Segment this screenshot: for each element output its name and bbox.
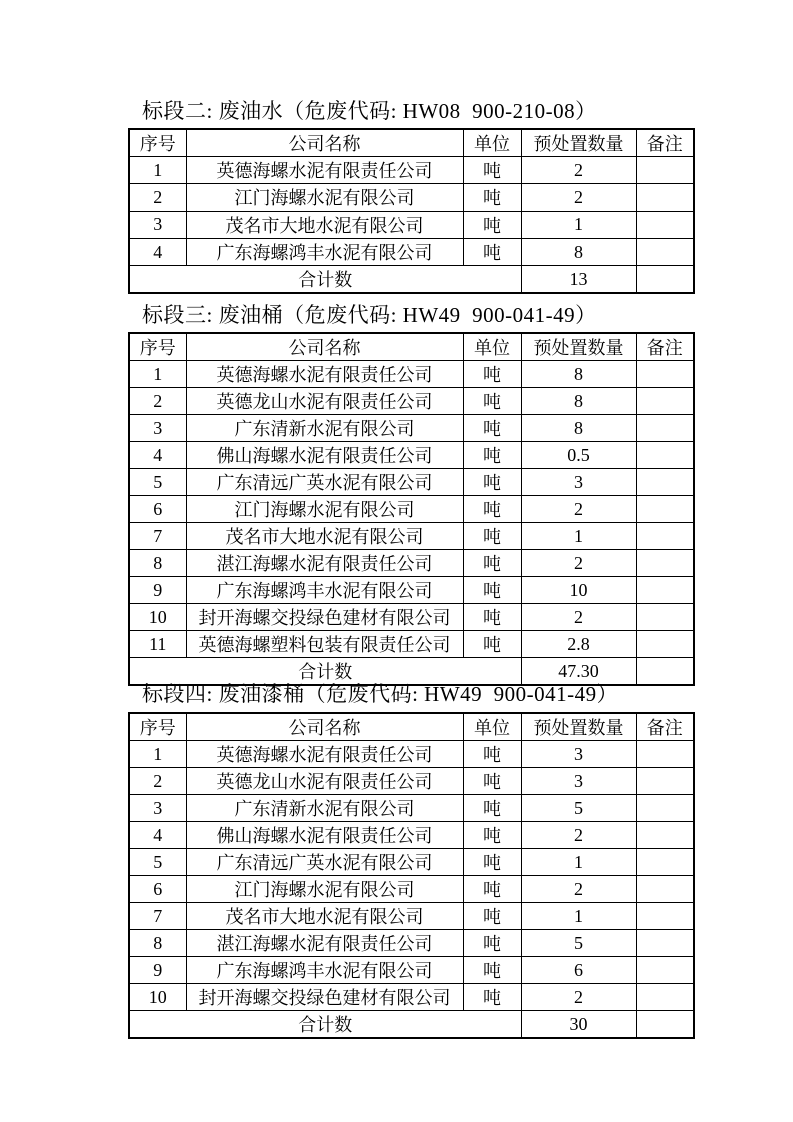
cell-note <box>636 768 694 795</box>
cell-company: 江门海螺水泥有限公司 <box>186 184 463 211</box>
cell-note <box>636 984 694 1011</box>
table-row <box>129 849 694 876</box>
table-row <box>129 550 694 577</box>
cell-unit: 吨 <box>463 795 521 822</box>
header-seq: 序号 <box>129 333 186 361</box>
cell-seq: 5 <box>129 469 186 496</box>
cell-qty: 3 <box>521 469 636 496</box>
cell-company: 广东海螺鸿丰水泥有限公司 <box>186 957 463 984</box>
cell-unit: 吨 <box>463 442 521 469</box>
cell-unit: 吨 <box>463 496 521 523</box>
cell-seq: 3 <box>129 795 186 822</box>
cell-qty: 1 <box>521 523 636 550</box>
table-row <box>129 184 694 211</box>
cell-company: 茂名市大地水泥有限公司 <box>186 211 463 238</box>
cell-seq: 2 <box>129 388 186 415</box>
cell-unit: 吨 <box>463 957 521 984</box>
table-row <box>129 604 694 631</box>
cell-seq: 1 <box>129 361 186 388</box>
cell-unit: 吨 <box>463 822 521 849</box>
total-value: 30 <box>521 1011 636 1039</box>
total-note <box>636 1011 694 1039</box>
cell-seq: 6 <box>129 876 186 903</box>
cell-qty: 1 <box>521 211 636 238</box>
header-note: 备注 <box>636 129 694 157</box>
cell-qty: 10 <box>521 577 636 604</box>
cell-unit: 吨 <box>463 361 521 388</box>
table-row <box>129 984 694 1011</box>
cell-note <box>636 741 694 768</box>
table-header-row <box>129 713 694 741</box>
cell-company: 广东海螺鸿丰水泥有限公司 <box>186 238 463 265</box>
cell-company: 封开海螺交投绿色建材有限公司 <box>186 984 463 1011</box>
cell-note <box>636 388 694 415</box>
cell-qty: 2 <box>521 550 636 577</box>
cell-seq: 10 <box>129 984 186 1011</box>
cell-note <box>636 442 694 469</box>
cell-unit: 吨 <box>463 984 521 1011</box>
table-row <box>129 631 694 658</box>
cell-company: 广东清新水泥有限公司 <box>186 415 463 442</box>
cell-note <box>636 157 694 184</box>
cell-note <box>636 238 694 265</box>
cell-company: 封开海螺交投绿色建材有限公司 <box>186 604 463 631</box>
cell-qty: 8 <box>521 361 636 388</box>
cell-note <box>636 795 694 822</box>
cell-company: 广东海螺鸿丰水泥有限公司 <box>186 577 463 604</box>
cell-qty: 8 <box>521 238 636 265</box>
header-note: 备注 <box>636 333 694 361</box>
header-seq: 序号 <box>129 713 186 741</box>
table-row <box>129 469 694 496</box>
cell-company: 佛山海螺水泥有限责任公司 <box>186 822 463 849</box>
cell-company: 英德海螺塑料包装有限责任公司 <box>186 631 463 658</box>
cell-note <box>636 631 694 658</box>
cell-seq: 3 <box>129 415 186 442</box>
table-row <box>129 442 694 469</box>
total-note <box>636 658 694 686</box>
cell-company: 佛山海螺水泥有限责任公司 <box>186 442 463 469</box>
header-company: 公司名称 <box>186 333 463 361</box>
cell-note <box>636 361 694 388</box>
cell-seq: 8 <box>129 550 186 577</box>
total-label: 合计数 <box>129 658 521 686</box>
bid2-table <box>128 128 695 294</box>
table-header-row <box>129 129 694 157</box>
section-title-bid3: 标段三: 废油桶（危废代码: HW49 900-041-49） <box>142 303 597 327</box>
cell-qty: 5 <box>521 930 636 957</box>
cell-note <box>636 496 694 523</box>
table-row <box>129 577 694 604</box>
cell-company: 湛江海螺水泥有限责任公司 <box>186 930 463 957</box>
cell-company: 广东清远广英水泥有限公司 <box>186 849 463 876</box>
table-row <box>129 822 694 849</box>
table-row <box>129 795 694 822</box>
cell-qty: 1 <box>521 849 636 876</box>
cell-note <box>636 930 694 957</box>
cell-company: 广东清远广英水泥有限公司 <box>186 469 463 496</box>
cell-seq: 6 <box>129 496 186 523</box>
table-row <box>129 930 694 957</box>
cell-unit: 吨 <box>463 211 521 238</box>
header-note: 备注 <box>636 713 694 741</box>
cell-note <box>636 957 694 984</box>
cell-seq: 4 <box>129 238 186 265</box>
cell-unit: 吨 <box>463 238 521 265</box>
total-value: 47.30 <box>521 658 636 686</box>
table-row <box>129 957 694 984</box>
cell-unit: 吨 <box>463 577 521 604</box>
cell-note <box>636 415 694 442</box>
cell-seq: 10 <box>129 604 186 631</box>
cell-unit: 吨 <box>463 741 521 768</box>
cell-seq: 3 <box>129 211 186 238</box>
cell-qty: 8 <box>521 415 636 442</box>
cell-note <box>636 604 694 631</box>
header-qty: 预处置数量 <box>521 333 636 361</box>
cell-qty: 2 <box>521 496 636 523</box>
table-row <box>129 157 694 184</box>
cell-qty: 3 <box>521 768 636 795</box>
cell-unit: 吨 <box>463 768 521 795</box>
table-total-row <box>129 1011 694 1039</box>
section-title-bid2: 标段二: 废油水（危废代码: HW08 900-210-08） <box>142 99 597 123</box>
cell-company: 英德海螺水泥有限责任公司 <box>186 741 463 768</box>
cell-note <box>636 876 694 903</box>
cell-seq: 2 <box>129 184 186 211</box>
header-unit: 单位 <box>463 129 521 157</box>
cell-company: 广东清新水泥有限公司 <box>186 795 463 822</box>
total-value: 13 <box>521 266 636 294</box>
header-unit: 单位 <box>463 333 521 361</box>
cell-company: 英德海螺水泥有限责任公司 <box>186 157 463 184</box>
cell-seq: 4 <box>129 822 186 849</box>
cell-unit: 吨 <box>463 469 521 496</box>
cell-qty: 2 <box>521 822 636 849</box>
total-label: 合计数 <box>129 1011 521 1039</box>
table-row <box>129 741 694 768</box>
cell-note <box>636 849 694 876</box>
cell-note <box>636 184 694 211</box>
cell-unit: 吨 <box>463 523 521 550</box>
cell-seq: 8 <box>129 930 186 957</box>
cell-note <box>636 822 694 849</box>
cell-unit: 吨 <box>463 903 521 930</box>
cell-seq: 2 <box>129 768 186 795</box>
table-row <box>129 523 694 550</box>
bid3-table <box>128 332 695 686</box>
table-row <box>129 238 694 265</box>
cell-seq: 1 <box>129 157 186 184</box>
cell-company: 江门海螺水泥有限公司 <box>186 496 463 523</box>
table-row <box>129 903 694 930</box>
cell-unit: 吨 <box>463 184 521 211</box>
total-label: 合计数 <box>129 266 521 294</box>
cell-qty: 6 <box>521 957 636 984</box>
cell-qty: 2 <box>521 184 636 211</box>
cell-seq: 1 <box>129 741 186 768</box>
cell-unit: 吨 <box>463 849 521 876</box>
cell-note <box>636 550 694 577</box>
table-row <box>129 876 694 903</box>
cell-note <box>636 469 694 496</box>
cell-unit: 吨 <box>463 388 521 415</box>
cell-note <box>636 523 694 550</box>
table-total-row <box>129 266 694 294</box>
cell-qty: 2 <box>521 984 636 1011</box>
cell-qty: 2 <box>521 876 636 903</box>
cell-seq: 9 <box>129 577 186 604</box>
header-unit: 单位 <box>463 713 521 741</box>
table-row <box>129 415 694 442</box>
cell-company: 茂名市大地水泥有限公司 <box>186 903 463 930</box>
table-header-row <box>129 333 694 361</box>
cell-company: 江门海螺水泥有限公司 <box>186 876 463 903</box>
cell-seq: 9 <box>129 957 186 984</box>
cell-qty: 1 <box>521 903 636 930</box>
table-row <box>129 388 694 415</box>
bid4-table <box>128 712 695 1039</box>
header-qty: 预处置数量 <box>521 129 636 157</box>
cell-company: 湛江海螺水泥有限责任公司 <box>186 550 463 577</box>
header-company: 公司名称 <box>186 129 463 157</box>
cell-seq: 11 <box>129 631 186 658</box>
cell-seq: 7 <box>129 903 186 930</box>
cell-note <box>636 903 694 930</box>
cell-qty: 0.5 <box>521 442 636 469</box>
cell-note <box>636 577 694 604</box>
cell-unit: 吨 <box>463 930 521 957</box>
table-row <box>129 496 694 523</box>
table-row <box>129 211 694 238</box>
total-note <box>636 266 694 294</box>
cell-unit: 吨 <box>463 631 521 658</box>
cell-seq: 4 <box>129 442 186 469</box>
section-title-bid4: 标段四: 废油漆桶（危废代码: HW49 900-041-49） <box>142 682 619 706</box>
cell-unit: 吨 <box>463 415 521 442</box>
header-seq: 序号 <box>129 129 186 157</box>
cell-qty: 3 <box>521 741 636 768</box>
table-row <box>129 361 694 388</box>
cell-qty: 2 <box>521 157 636 184</box>
cell-qty: 5 <box>521 795 636 822</box>
cell-unit: 吨 <box>463 157 521 184</box>
cell-unit: 吨 <box>463 876 521 903</box>
cell-qty: 2.8 <box>521 631 636 658</box>
cell-unit: 吨 <box>463 604 521 631</box>
cell-qty: 2 <box>521 604 636 631</box>
cell-seq: 5 <box>129 849 186 876</box>
cell-company: 英德龙山水泥有限责任公司 <box>186 388 463 415</box>
cell-seq: 7 <box>129 523 186 550</box>
cell-unit: 吨 <box>463 550 521 577</box>
cell-company: 英德海螺水泥有限责任公司 <box>186 361 463 388</box>
table-row <box>129 768 694 795</box>
cell-company: 英德龙山水泥有限责任公司 <box>186 768 463 795</box>
cell-note <box>636 211 694 238</box>
cell-qty: 8 <box>521 388 636 415</box>
header-company: 公司名称 <box>186 713 463 741</box>
header-qty: 预处置数量 <box>521 713 636 741</box>
cell-company: 茂名市大地水泥有限公司 <box>186 523 463 550</box>
